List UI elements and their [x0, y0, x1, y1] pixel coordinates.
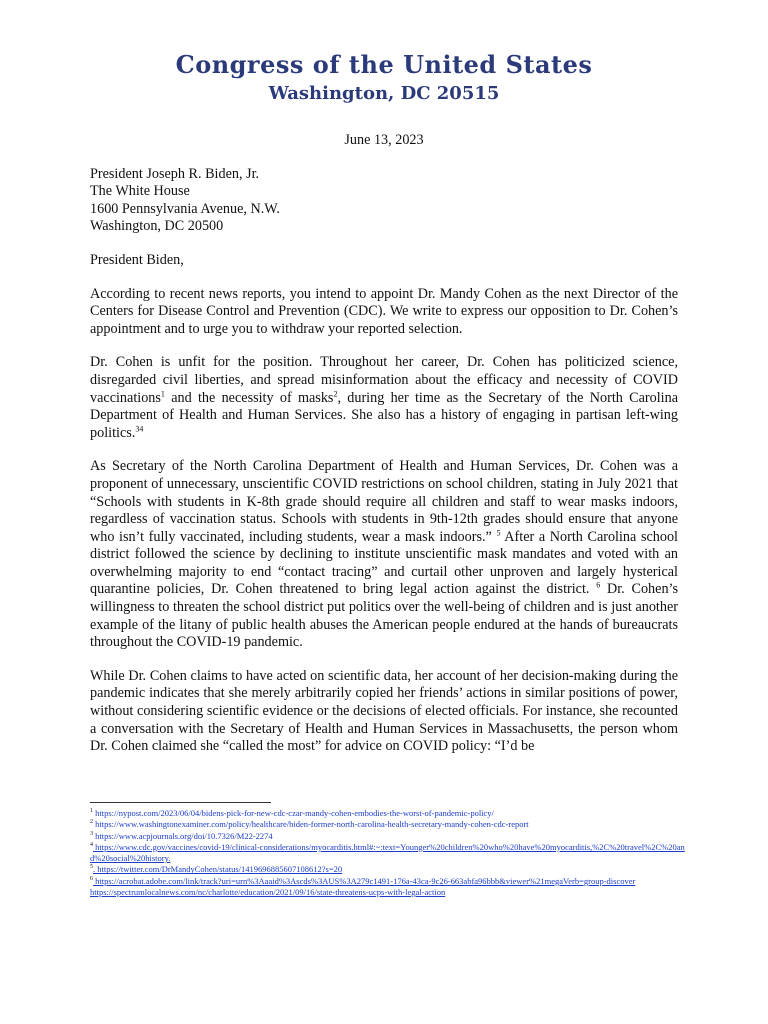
letterhead: [0, 50, 768, 106]
footnote-number: 4: [90, 842, 93, 849]
footnote-divider: [90, 802, 271, 803]
paragraph-1: According to recent news reports, you intend to appoint Dr. Mandy Cohen as the next Director of the Centers for Disease Control and Prevention (CDC). We write to express our opposition to Dr. Cohen’s appointment and to urge you to withdraw your reported selection.: [90, 285, 678, 337]
footnote-ref[interactable]: 34: [135, 423, 144, 433]
footnote-ref[interactable]: 5: [496, 527, 501, 537]
paragraph-text: , during her time as the Secretary of the North Carolina Department of Health and Human Services. She also has a history of engaging in partisan left-wing politics.: [90, 389, 678, 441]
footnote-item: [90, 831, 690, 842]
recipient-address: [90, 166, 678, 236]
footnote-number: 3: [90, 830, 93, 837]
salutation: President Biden,: [90, 251, 184, 268]
footnote-link[interactable]: https://www.cdc.gov/vaccines/covid-19/clinical-considerations/myocarditis.html#:~:text=Younger%20children%20who%20have%20myocarditis,%2C%20travel%2C%20and%20social%20history.: [90, 841, 685, 864]
footnote-item: [90, 887, 690, 898]
footnote-link[interactable]: . https://twitter.com/DrMandyCohen/status/1419696885607108612?s=20: [93, 864, 343, 875]
letter-body: [90, 132, 678, 756]
paragraph-4: While Dr. Cohen claims to have acted on scientific data, her account of her decision-making during the pandemic indicates that she merely arbitrarily copied her friends’ actions in similar positions of power, without considering scientific evidence or the decisions of elected officials. For instance, she recounted a conversation with the Secretary of Health and Human Services in Massachusetts, the person whom Dr. Cohen claimed she “called the most” for advice on COVID policy: “I’d be: [90, 667, 678, 755]
footnote-link[interactable]: https://spectrumlocalnews.com/nc/charlotte/education/2021/09/16/state-threatens-ucps-with-legal-action: [90, 887, 446, 898]
footnote-number: 5: [90, 864, 93, 871]
paragraph-text: and the necessity of masks: [164, 389, 334, 406]
footnote-number: 1: [90, 808, 93, 815]
address-line: Washington, DC 20500: [90, 218, 224, 235]
paragraph-text: Dr. Cohen is unfit for the position. Throughout her career, Dr. Cohen has politicized science, disregarded civil liberties, and spread misinformation about the efficacy and necessity of COVID vaccinations: [90, 354, 678, 406]
footnote-link[interactable]: https://acrobat.adobe.com/link/track?uri=urn%3Aaaid%3Ascds%3AUS%3A279c1491-176a-43ca-9c26-663abfa96bbb&viewer%21megaVerb=group-discover: [93, 875, 636, 886]
footnote-link[interactable]: https://nypost.com/2023/06/04/bidens-pick-for-new-cdc-czar-mandy-cohen-embodies-the-worst-of-pandemic-policy/: [93, 808, 494, 818]
paragraph-text: After a North Carolina school district followed the science by declining to institute unscientific mask mandates and voted with an overwhelming majority to end “contact tracing” and curtail other unproven and largely hysterical quarantine policies, Dr. Cohen threatened to bring legal action against the district.: [90, 528, 678, 598]
paragraph-3: [90, 458, 678, 652]
footnote-ref[interactable]: 6: [596, 580, 601, 590]
address-line: 1600 Pennsylvania Avenue, N.W.: [90, 200, 280, 217]
footnote-item: [90, 808, 690, 819]
footnotes: [90, 808, 690, 898]
paragraph-text: As Secretary of the North Carolina Department of Health and Human Services, Dr. Cohen was a proponent of unnecessary, unscientific COVID restrictions on school children, stating in July 2021 that “Schools with students in K-8th grade should require all children and staff to wear masks indoors, regardless of vaccination status. Schools with students in 9th-12th grades should ensure that anyone who isn’t fully vaccinated, including students, wear a mask indoors.”: [90, 458, 678, 545]
paragraph-2: [90, 354, 678, 442]
footnote-link[interactable]: https://www.washingtonexaminer.com/policy/healthcare/biden-former-north-carolina-health-secretary-mandy-cohen-cdc-report: [93, 819, 529, 830]
letterhead-title: Congress of the United States: [175, 50, 593, 79]
letter-date: June 13, 2023: [344, 132, 424, 148]
letterhead-subtitle: Washington, DC 20515: [268, 83, 500, 104]
footnote-ref[interactable]: 2: [333, 388, 338, 398]
footnote-link[interactable]: https://www.acpjournals.org/doi/10.7326/M22-2274: [93, 830, 273, 841]
footnote-ref[interactable]: 1: [160, 388, 165, 398]
address-line: President Joseph R. Biden, Jr.: [90, 165, 260, 182]
footnote-item: [90, 842, 690, 865]
footnote-item: [90, 819, 690, 830]
footnote-item: [90, 876, 690, 887]
footnote-number: 2: [90, 819, 93, 826]
paragraph-text: Dr. Cohen’s willingness to threaten the school district put politics over the well-being of children and is just another example of the litany of public health abuses the American people endured at the hands of bureaucrats throughout the COVID-19 pandemic.: [90, 581, 678, 651]
footnote-number: 6: [90, 875, 93, 882]
address-line: The White House: [90, 183, 190, 200]
footnote-item: [90, 864, 690, 875]
